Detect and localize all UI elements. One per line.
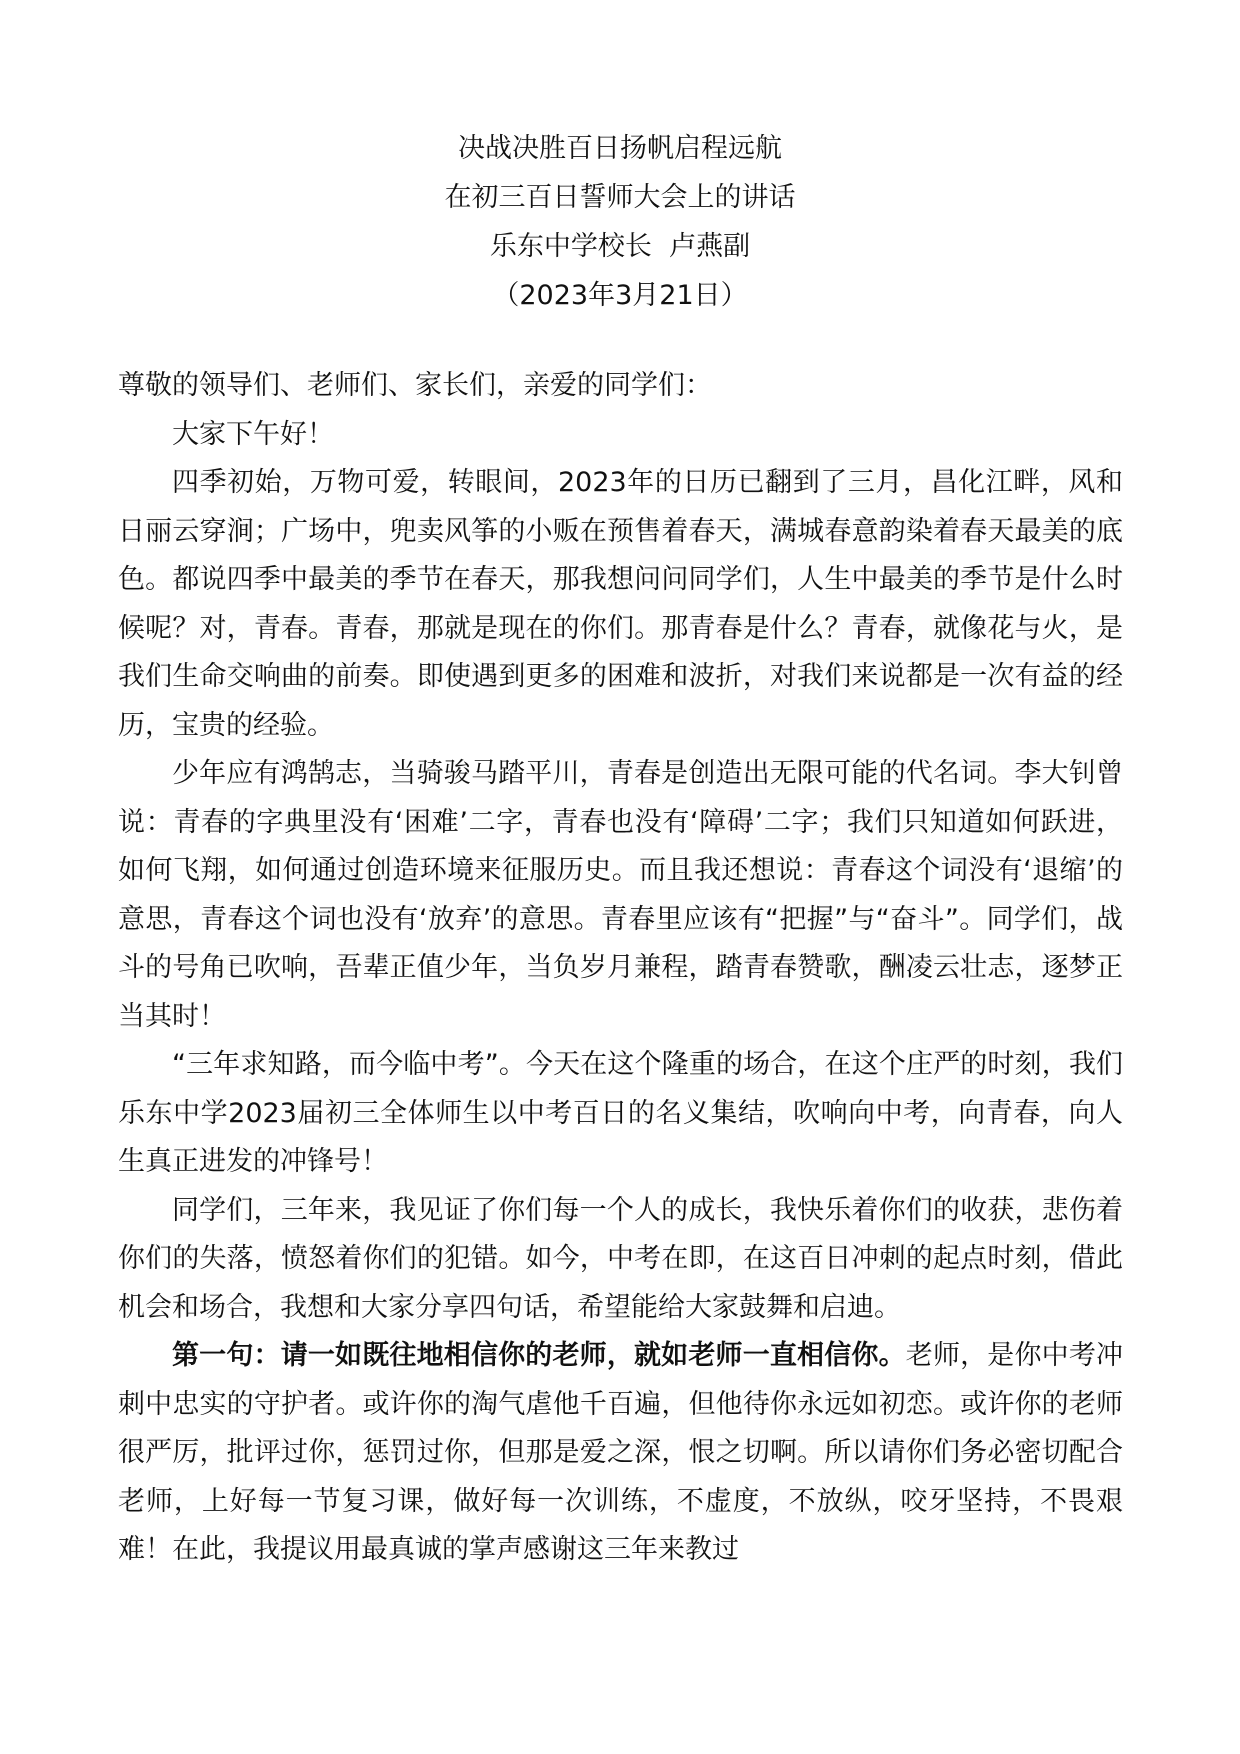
paragraph-text: 老师，是你中考冲刺中忠实的守护者。或许你的淘气虐他千百遍，但他待你永远如初恋。或许你的老师很严厉，批评过你，惩罚过你，但那是爱之深，恨之切啊。所以请你们务必密切配合老师，上好每一节复习课，做好每一次训练，不虚度，不放纵，咬牙坚持，不畏艰难！在此，我提议用最真诚的掌声感谢这三年来教过 — [118, 1340, 1124, 1565]
paragraph — [118, 411, 1123, 460]
paragraph-lead-sentence: 第一句：请一如既往地相信你的老师，就如老师一直相信你。 — [172, 1340, 906, 1371]
document-header — [0, 124, 1240, 320]
paragraph — [118, 750, 1123, 1041]
paragraph-text: 同学们，三年来，我见证了你们每一个人的成长，我快乐着你们的收获，悲伤着你们的失落，愤怒着你们的犯错。如今，中考在即，在这百日冲刺的起点时刻，借此机会和场合，我想和大家分享四句话，希望能给大家鼓舞和启迪。 — [118, 1194, 1123, 1323]
speech-body — [118, 362, 1123, 1575]
paragraph-text: 少年应有鸿鹄志，当骑骏马踏平川，青春是创造出无限可能的代名词。李大钊曾说：青春的字典里没有‘困难’二字，青春也没有‘障碍’二字；我们只知道如何跃进，如何飞翔，如何通过创造环境来征服历史。而且我还想说：青春这个词没有‘退缩’的意思，青春这个词也没有‘放弃’的意思。青春里应该有“把握”与“奋斗”。同学们，战斗的号角已吹响，吾辈正值少年，当负岁月兼程，踏青春赞歌，酬凌云壮志，逐梦正当其时！ — [118, 758, 1123, 1032]
paragraph-text: “三年求知路，而今临中考”。今天在这个隆重的场合，在这个庄严的时刻，我们乐东中学2023届初三全体师生以中考百日的名义集结，吹响向中考，向青春，向人生真正进发的冲锋号！ — [118, 1049, 1123, 1177]
document-title: 决战决胜百日扬帆启程远航 — [458, 133, 782, 164]
paragraph-text: 四季初始，万物可爱，转眼间，2023年的日历已翻到了三月，昌化江畔，风和日丽云穿涧；广场中，兜卖风筝的小贩在预售着春天，满城春意韵染着春天最美的底色。都说四季中最美的季节在春天，那我想问问同学们，人生中最美的季节是什么时候呢？对，青春。青春，那就是现在的你们。那青春是什么？青春，就像花与火，是我们生命交响曲的前奏。即使遇到更多的困难和波折，对我们来说都是一次有益的经历，宝贵的经验。 — [118, 467, 1123, 741]
paragraph — [118, 1041, 1123, 1187]
paragraph — [118, 1187, 1123, 1333]
paragraph — [118, 459, 1123, 750]
paragraph — [118, 1332, 1123, 1575]
document-subtitle: 在初三百日誓师大会上的讲话 — [444, 182, 796, 213]
salutation: 尊敬的领导们、老师们、家长们，亲爱的同学们： — [118, 370, 712, 401]
paragraph-text: 大家下午好！ — [172, 418, 334, 450]
speech-date: （2023年3月21日） — [492, 280, 748, 311]
speaker-line: 乐东中学校长 卢燕副 — [489, 231, 751, 262]
